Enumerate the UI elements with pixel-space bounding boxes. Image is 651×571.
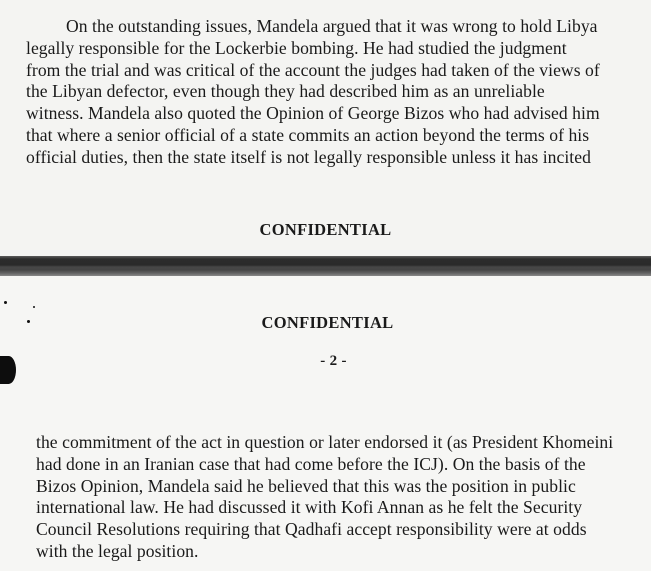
paragraph-line: international law. He had discussed it with Kofi Annan as he felt the Security — [36, 497, 583, 518]
paragraph-line: official duties, then the state itself is not legally responsible unless it has incited — [26, 146, 591, 167]
confidential-header-label: CONFIDENTIAL — [261, 313, 394, 332]
paragraph-line: On the outstanding issues, Mandela argued that it was wrong to hold Libya — [66, 16, 598, 36]
paragraph-line: witness. Mandela also quoted the Opinion of George Bizos who had advised him — [26, 103, 600, 124]
body-paragraph-bottom — [36, 432, 613, 563]
paragraph-line: legally responsible for the Lockerbie bombing. He had studied the judgment — [26, 37, 567, 58]
paragraph-line: Council Resolutions requiring that Qadhafi accept responsibility were at odds — [36, 519, 587, 540]
scan-speck — [4, 301, 7, 304]
body-paragraph-top — [26, 16, 600, 169]
paragraph-line: the Libyan defector, even though they had described him as an unreliable — [26, 81, 545, 102]
scan-speck — [33, 306, 35, 308]
paragraph-line: had done in an Iranian case that had come before the ICJ). On the basis of the — [36, 453, 586, 474]
paragraph-line: from the trial and was critical of the account the judges had taken of the views of — [26, 59, 600, 80]
page-break-separator — [0, 256, 651, 276]
confidential-footer-label: CONFIDENTIAL — [259, 220, 392, 239]
paragraph-line: the commitment of the act in question or later endorsed it (as President Khomeini — [36, 432, 614, 452]
paragraph-line: that where a senior official of a state commits an action beyond the terms of his — [26, 124, 590, 145]
paragraph-line: Bizos Opinion, Mandela said he believed that this was the position in public — [36, 475, 576, 496]
paragraph-line: with the legal position. — [36, 540, 199, 561]
page-number: - 2 - — [320, 353, 347, 369]
